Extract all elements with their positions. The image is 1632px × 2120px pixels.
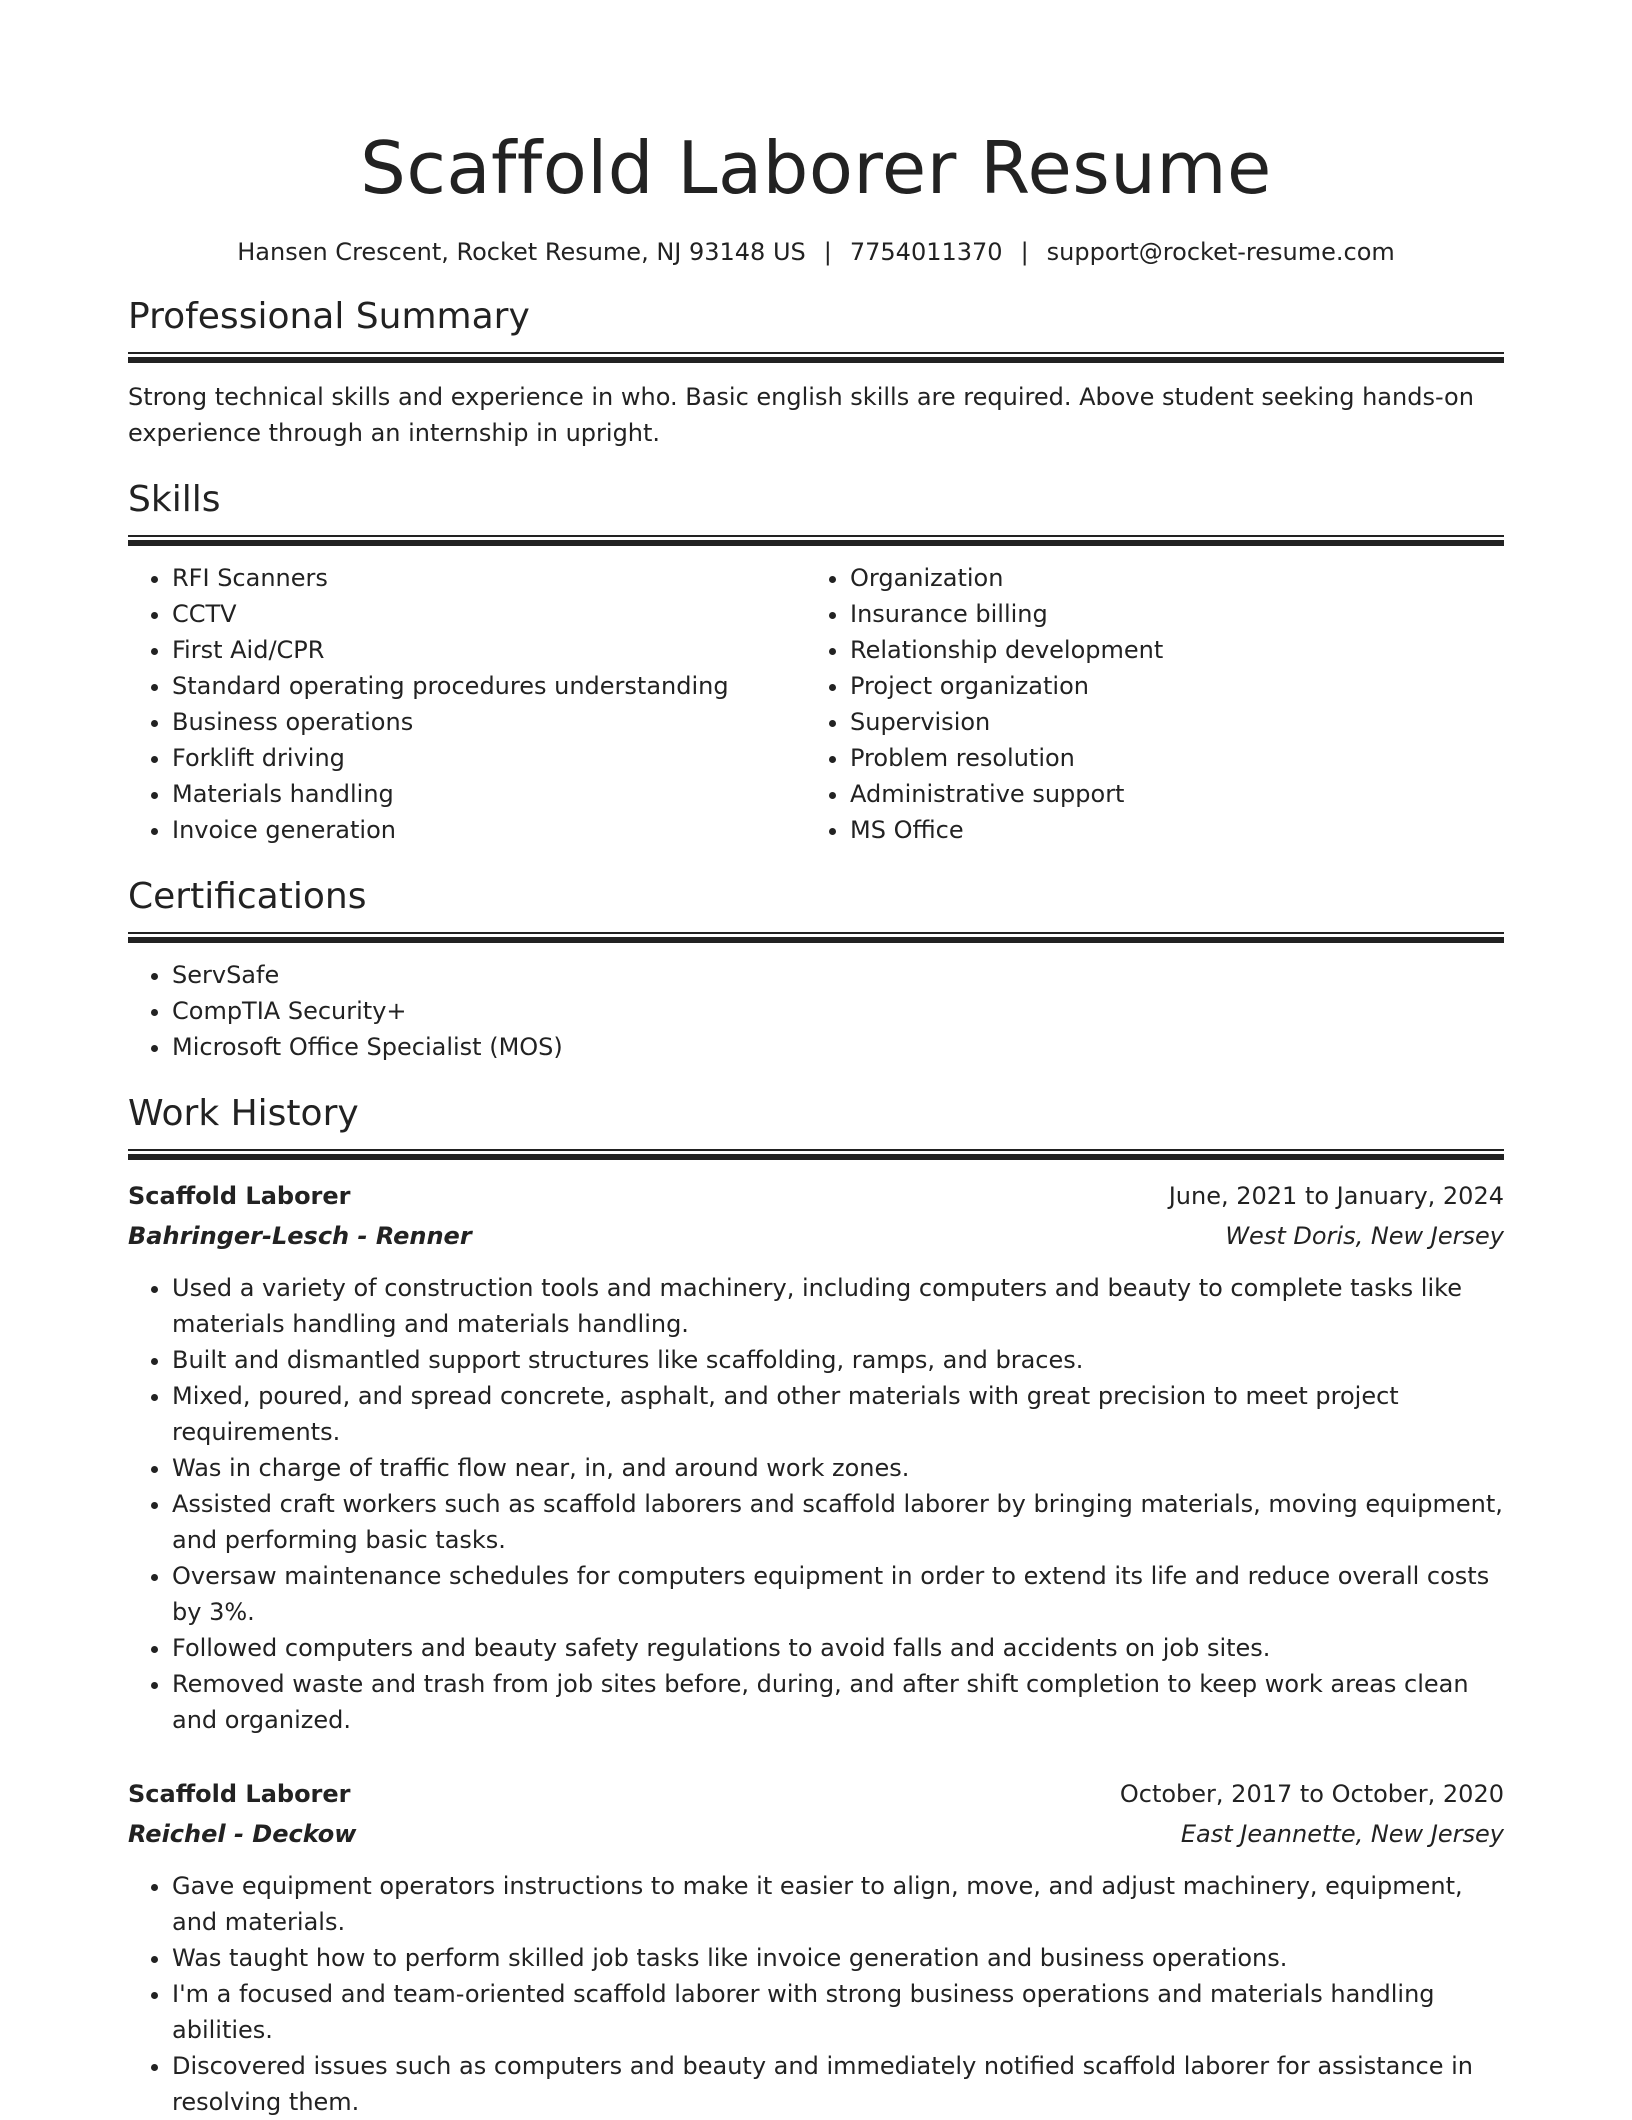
job-bullet: • Was in charge of traffic flow near, in, and around work zones.	[172, 1450, 1504, 1486]
job-bullet: • Was taught how to perform skilled job tasks like invoice generation and business operations.	[172, 1940, 1504, 1976]
job-header-row	[128, 1774, 1504, 1814]
contact-line	[128, 236, 1504, 268]
certification-item: • ServSafe	[172, 957, 1504, 993]
job-location: East Jeannette, New Jersey	[1180, 1820, 1504, 1848]
job-bullet: • Mixed, poured, and spread concrete, asphalt, and other materials with great precision to meet project requirements.	[172, 1378, 1504, 1450]
contact-address: Hansen Crescent, Rocket Resume, NJ 93148 US	[237, 238, 806, 266]
certification-item: • Microsoft Office Specialist (MOS)	[172, 1029, 1504, 1065]
summary-section	[128, 294, 1504, 451]
certifications-list	[128, 957, 1504, 1065]
skills-columns	[128, 560, 1504, 848]
skill-item: • Relationship development	[850, 632, 1484, 668]
work-history-section	[128, 1091, 1504, 2120]
job-company-row	[128, 1814, 1504, 1854]
skills-right-list	[806, 560, 1484, 848]
contact-email: support@rocket-resume.com	[1046, 238, 1395, 266]
skill-item: • Forklift driving	[172, 740, 806, 776]
resume-page	[128, 0, 1504, 2120]
job-entry	[128, 1176, 1504, 1738]
section-divider	[128, 1149, 1504, 1160]
job-company-row	[128, 1216, 1504, 1256]
job-title: Scaffold Laborer	[128, 1182, 351, 1210]
job-title: Scaffold Laborer	[128, 1780, 351, 1808]
skill-item: • Administrative support	[850, 776, 1484, 812]
job-bullet: • Gave equipment operators instructions to make it easier to align, move, and adjust machinery, equipment, and materials.	[172, 1868, 1504, 1940]
job-company: Bahringer-Lesch - Renner	[128, 1222, 472, 1250]
skill-item: • Business operations	[172, 704, 806, 740]
skill-item: • CCTV	[172, 596, 806, 632]
job-dates: June, 2021 to January, 2024	[1168, 1182, 1504, 1210]
contact-separator: |	[823, 238, 832, 266]
skills-section	[128, 477, 1504, 848]
job-bullet-list	[128, 1868, 1504, 2120]
section-divider	[128, 352, 1504, 363]
job-entry	[128, 1774, 1504, 2120]
resume-title: Scaffold Laborer Resume	[360, 126, 1272, 210]
summary-heading: Professional Summary	[128, 296, 530, 337]
job-location: West Doris, New Jersey	[1225, 1222, 1504, 1250]
skill-item: • First Aid/CPR	[172, 632, 806, 668]
skills-left-list	[128, 560, 806, 848]
job-bullet: • Oversaw maintenance schedules for computers equipment in order to extend its life and reduce overall costs by 3%.	[172, 1558, 1504, 1630]
contact-phone: 7754011370	[849, 238, 1003, 266]
job-bullet-list	[128, 1270, 1504, 1738]
skill-item: • Supervision	[850, 704, 1484, 740]
job-bullet: • Built and dismantled support structures like scaffolding, ramps, and braces.	[172, 1342, 1504, 1378]
job-header-row	[128, 1176, 1504, 1216]
job-bullet: • Used a variety of construction tools and machinery, including computers and beauty to complete tasks like materials handling and materials handling.	[172, 1270, 1504, 1342]
job-bullet: • Removed waste and trash from job sites before, during, and after shift completion to keep work areas clean and organized.	[172, 1666, 1504, 1738]
section-divider	[128, 535, 1504, 546]
skill-item: • Insurance billing	[850, 596, 1484, 632]
job-bullet: • Discovered issues such as computers and beauty and immediately notified scaffold laborer for assistance in resolving them.	[172, 2048, 1504, 2120]
skills-heading: Skills	[128, 479, 221, 520]
skill-item: • Organization	[850, 560, 1484, 596]
skill-item: • Project organization	[850, 668, 1484, 704]
certifications-section	[128, 874, 1504, 1065]
job-dates: October, 2017 to October, 2020	[1119, 1780, 1504, 1808]
job-bullet: • Followed computers and beauty safety regulations to avoid falls and accidents on job sites.	[172, 1630, 1504, 1666]
job-bullet: • I'm a focused and team-oriented scaffold laborer with strong business operations and materials handling abilities.	[172, 1976, 1504, 2048]
contact-separator: |	[1020, 238, 1029, 266]
skill-item: • Problem resolution	[850, 740, 1484, 776]
skills-left-column	[128, 560, 806, 848]
section-divider	[128, 932, 1504, 943]
skills-right-column	[806, 560, 1484, 848]
summary-text: Strong technical skills and experience in who. Basic english skills are required. Above student seeking hands-on experience through an internship in upright.	[128, 383, 1474, 447]
job-company: Reichel - Deckow	[128, 1820, 357, 1848]
skill-item: • Materials handling	[172, 776, 806, 812]
skill-item: • RFI Scanners	[172, 560, 806, 596]
work-history-heading: Work History	[128, 1093, 359, 1134]
certification-item: • CompTIA Security+	[172, 993, 1504, 1029]
skill-item: • Invoice generation	[172, 812, 806, 848]
job-bullet: • Assisted craft workers such as scaffold laborers and scaffold laborer by bringing materials, moving equipment, and performing basic tasks.	[172, 1486, 1504, 1558]
skill-item: • MS Office	[850, 812, 1484, 848]
skill-item: • Standard operating procedures understanding	[172, 668, 806, 704]
certifications-heading: Certifications	[128, 876, 367, 917]
